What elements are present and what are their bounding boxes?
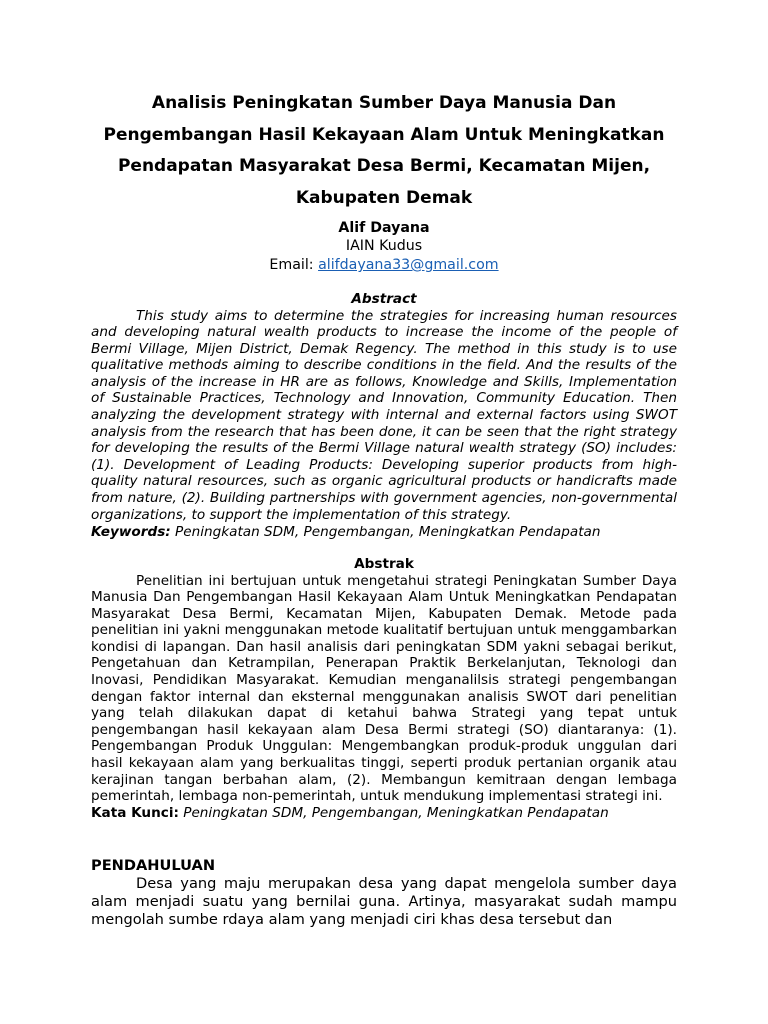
keywords-text: Peningkatan SDM, Pengembangan, Meningkatkan Pendapatan (170, 523, 601, 540)
abstrak-body: Penelitian ini bertujuan untuk mengetahui strategi Peningkatan Sumber Daya Manusia Dan Pengembangan Hasil Kekayaan Alam Untuk Meningkatkan Pendapatan Masyarakat Desa Bermi, Kecamatan Mijen, Kabupaten Demak. Metode pada penelitian ini yakni menggunakan metode kualitatif bertujuan untuk menggambarkan kondisi di lapangan. Dan hasil analisis dari peningkatan SDM yakni sebagai berikut, Pengetahuan dan Ketrampilan, Penerapan Praktik Berkelanjutan, Teknologi dan Inovasi, Pendidikan Masyarakat. Kemudian menganalilsis strategi pengembangan dengan faktor internal dan eksternal menggunakan analisis SWOT dari penelitian yang telah dilakukan dapat di ketahui bahwa Strategi yang tepat untuk pengembangan hasil kekayaan alam Desa Bermi strategi (SO) diantaranya: (1). Pengembangan Produk Unggulan: Mengembangkan produk-produk unggulan dari hasil kekayaan alam yang berkualitas tinggi, seperti produk pertanian organik atau kerajinan tangan berbahan alam, (2). Membangun kemitraan dengan lembaga pemerintah, lembaga non-pemerintah, untuk mendukung implementasi strategi ini. (91, 572, 677, 805)
title-line: Kabupaten Demak (295, 187, 473, 208)
introduction-body: Desa yang maju merupakan desa yang dapat mengelola sumber daya alam menjadi suatu yang bernilai guna. Artinya, masyarakat sudah mampu mengolah sumbe rdaya alam yang menjadi ciri khas desa tersebut dan (91, 875, 677, 929)
abstract-heading: Abstract (351, 291, 417, 307)
author-name: Alif Dayana (338, 220, 430, 236)
abstract-body: This study aims to determine the strategies for increasing human resources and developing natural wealth products to increase the income of the people of Bermi Village, Mijen District, Demak Regency. The method in this study is to use qualitative methods aiming to describe conditions in the field. And the results of the analysis of the increase in HR are as follows, Knowledge and Skills, Implementation of Sustainable Practices, Technology and Innovation, Community Education. Then analyzing the development strategy with internal and external factors using SWOT analysis from the research that has been done, it can be seen that the right strategy for developing the results of the Bermi Village natural wealth strategy (SO) includes: (1). Development of Leading Products: Developing superior products from high-quality natural resources, such as organic agricultural products or handicrafts made from nature, (2). Building partnerships with government agencies, non-governmental organizations, to support the implementation of this strategy. (91, 307, 677, 523)
email-label: Email: (269, 257, 319, 273)
author-email-line (91, 256, 677, 275)
keywords-label: Keywords: (91, 523, 171, 540)
kata-kunci-text: Peningkatan SDM, Pengembangan, Meningkatkan Pendapatan (178, 805, 609, 821)
paper-title (91, 88, 677, 214)
introduction-heading: PENDAHULUAN (91, 857, 216, 874)
author-institution: IAIN Kudus (345, 238, 423, 254)
title-line: Pengembangan Hasil Kekayaan Alam Untuk Meningkatkan (103, 124, 665, 145)
keywords-line (91, 524, 677, 541)
kata-kunci-line (91, 805, 677, 822)
title-line: Analisis Peningkatan Sumber Daya Manusia Dan (151, 93, 617, 113)
abstrak-heading: Abstrak (354, 556, 414, 572)
title-line: Pendapatan Masyarakat Desa Bermi, Kecamatan Mijen, (117, 156, 651, 176)
email-link[interactable]: alifdayana33@gmail.com (318, 257, 499, 273)
kata-kunci-label: Kata Kunci: (91, 805, 179, 821)
